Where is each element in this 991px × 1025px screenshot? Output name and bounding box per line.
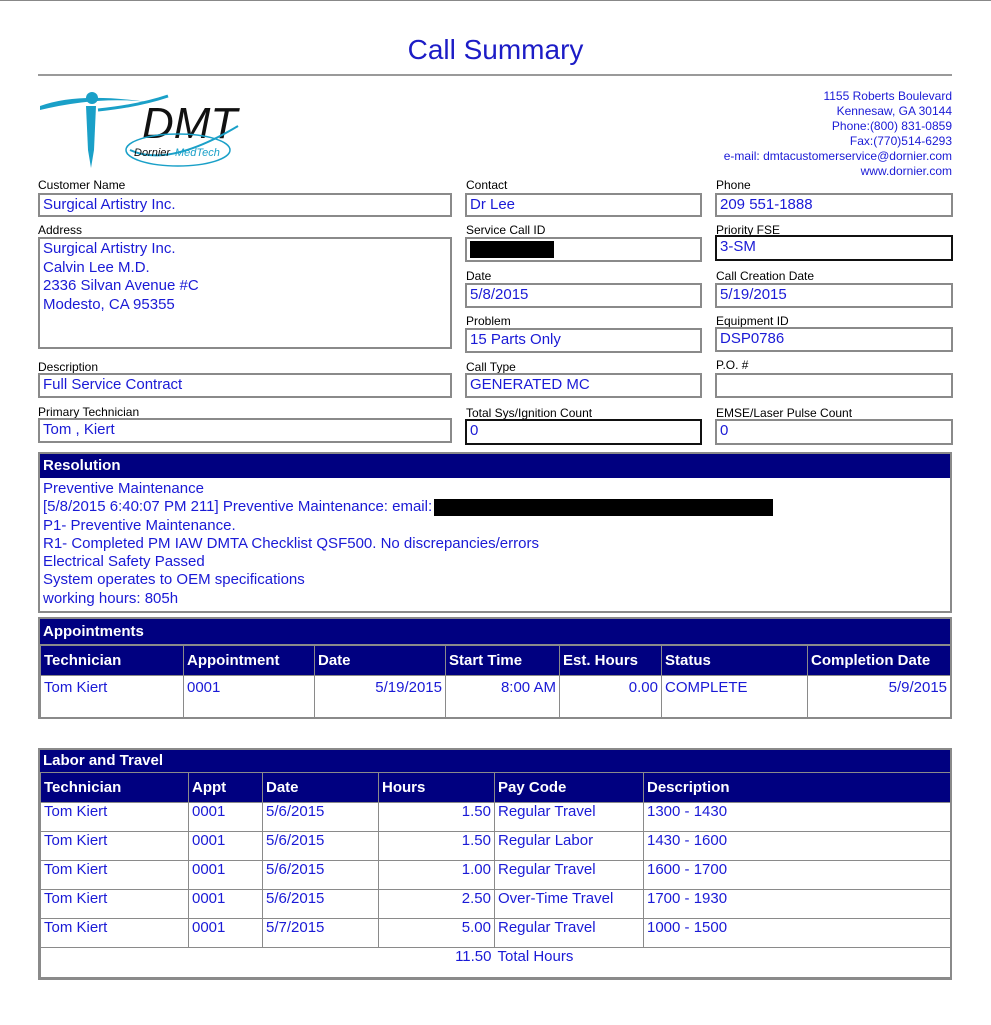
cell-status: COMPLETE <box>662 676 808 719</box>
address-street: 1155 Roberts Boulevard <box>823 89 952 103</box>
labor-table <box>40 772 951 978</box>
resolution-section <box>38 452 952 613</box>
equipment-id-field: DSP0786 <box>715 327 953 352</box>
phone-label: Phone <box>716 178 751 192</box>
customer-address-line: 2336 Silvan Avenue #C <box>43 277 199 294</box>
customer-address-line: Surgical Artistry Inc. <box>43 240 176 257</box>
customer-address-field <box>38 237 452 349</box>
total-hours-row <box>41 948 951 978</box>
contact-label: Contact <box>466 178 508 192</box>
resolution-text <box>40 478 950 610</box>
title-divider <box>38 74 952 76</box>
top-border <box>0 0 991 1</box>
cell-pay-code: Regular Travel <box>495 861 644 890</box>
cell-appt: 0001 <box>189 919 263 948</box>
address-website: www.dornier.com <box>860 164 952 178</box>
address-label: Address <box>38 223 83 237</box>
table-row <box>41 832 951 861</box>
cell-description: 1000 - 1500 <box>644 919 951 948</box>
col-appt: Appt <box>189 773 263 803</box>
customer-name-field: Surgical Artistry Inc. <box>38 193 452 217</box>
cell-pay-code: Regular Travel <box>495 919 644 948</box>
appointments-header-row <box>41 646 951 676</box>
logo-sub-b: MedTech <box>175 147 220 159</box>
col-date: Date <box>315 646 446 676</box>
cell-date: 5/19/2015 <box>315 676 446 719</box>
date-label: Date <box>466 269 492 283</box>
cell-technician: Tom Kiert <box>41 676 184 719</box>
table-row <box>41 676 951 719</box>
cell-hours: 1.00 <box>379 861 495 890</box>
description-field: Full Service Contract <box>38 373 452 398</box>
resolution-line <box>43 498 947 516</box>
description-label: Description <box>38 360 99 374</box>
customer-address-line: Modesto, CA 95355 <box>43 295 175 313</box>
col-est-hours: Est. Hours <box>560 646 662 676</box>
redacted-email <box>434 499 773 516</box>
labor-section <box>38 748 952 980</box>
appointments-section <box>38 617 952 719</box>
resolution-email-text: [5/8/2015 6:40:07 PM 211] Preventive Maintenance: email: <box>43 498 433 516</box>
cell-technician: Tom Kiert <box>41 861 189 890</box>
priority-field: 3-SM <box>715 235 953 261</box>
table-row <box>41 803 951 832</box>
cell-hours: 5.00 <box>379 919 495 948</box>
col-appointment: Appointment <box>184 646 315 676</box>
cell-technician: Tom Kiert <box>41 890 189 919</box>
customer-name-label: Customer Name <box>38 178 126 192</box>
pulse-count-label: EMSE/Laser Pulse Count <box>716 406 853 420</box>
date-field: 5/8/2015 <box>465 283 702 308</box>
table-row <box>41 890 951 919</box>
call-type-label: Call Type <box>466 360 516 374</box>
cell-description: 1300 - 1430 <box>644 803 951 832</box>
cell-technician: Tom Kiert <box>41 803 189 832</box>
priority-label: Priority FSE <box>716 223 781 237</box>
labor-header-row <box>41 773 951 803</box>
address-email: e-mail: dmtacustomerservice@dornier.com <box>723 149 952 163</box>
po-label: P.O. # <box>716 358 749 372</box>
cell-completion-date: 5/9/2015 <box>808 676 951 719</box>
cell-description: 1600 - 1700 <box>644 861 951 890</box>
logo-sub-a: Dornier <box>134 147 171 159</box>
equipment-id-label: Equipment ID <box>716 314 789 328</box>
ignition-count-label: Total Sys/Ignition Count <box>466 406 593 420</box>
problem-label: Problem <box>466 314 511 328</box>
resolution-line: Preventive Maintenance <box>43 480 204 497</box>
cell-appt: 0001 <box>189 803 263 832</box>
phone-field: 209 551-1888 <box>715 193 953 217</box>
col-description: Description <box>644 773 951 803</box>
cell-pay-code: Regular Travel <box>495 803 644 832</box>
cell-technician: Tom Kiert <box>41 832 189 861</box>
call-creation-date-field: 5/19/2015 <box>715 283 953 308</box>
total-hours-value: 11.50 <box>41 948 495 978</box>
cell-appt: 0001 <box>189 861 263 890</box>
ignition-count-field: 0 <box>465 419 702 445</box>
resolution-line: System operates to OEM specifications <box>43 571 305 589</box>
call-type-field: GENERATED MC <box>465 373 702 398</box>
cell-description: 1700 - 1930 <box>644 890 951 919</box>
col-pay-code: Pay Code <box>495 773 644 803</box>
resolution-line: Electrical Safety Passed <box>43 553 205 571</box>
cell-technician: Tom Kiert <box>41 919 189 948</box>
labor-heading: Labor and Travel <box>40 750 950 772</box>
cell-pay-code: Regular Labor <box>495 832 644 861</box>
col-start-time: Start Time <box>446 646 560 676</box>
pulse-count-field: 0 <box>715 419 953 445</box>
resolution-line: working hours: 805h <box>43 589 179 607</box>
company-address <box>724 89 952 179</box>
resolution-line: P1- Preventive Maintenance. <box>43 516 236 534</box>
cell-date: 5/6/2015 <box>263 803 379 832</box>
col-completion-date: Completion Date <box>808 646 951 676</box>
appointments-table <box>40 645 951 719</box>
cell-appt: 0001 <box>189 890 263 919</box>
dmt-logo <box>38 88 253 173</box>
col-technician: Technician <box>41 646 184 676</box>
contact-field: Dr Lee <box>465 193 702 217</box>
address-phone: Phone:(800) 831-0859 <box>831 119 952 133</box>
logo-mark: DMT <box>142 99 238 148</box>
cell-hours: 2.50 <box>379 890 495 919</box>
col-status: Status <box>662 646 808 676</box>
call-creation-date-label: Call Creation Date <box>716 269 815 283</box>
address-city: Kennesaw, GA 30144 <box>836 104 952 118</box>
primary-technician-label: Primary Technician <box>38 405 140 419</box>
cell-est-hours: 0.00 <box>560 676 662 719</box>
cell-pay-code: Over-Time Travel <box>495 890 644 919</box>
page-title: Call Summary <box>407 34 584 65</box>
total-hours-label: Total Hours <box>495 948 951 978</box>
cell-date: 5/6/2015 <box>263 861 379 890</box>
col-date: Date <box>263 773 379 803</box>
appointments-heading: Appointments <box>40 619 950 645</box>
cell-hours: 1.50 <box>379 803 495 832</box>
cell-date: 5/7/2015 <box>263 919 379 948</box>
primary-technician-field: Tom , Kiert <box>38 418 452 443</box>
problem-field: 15 Parts Only <box>465 328 702 353</box>
address-fax: Fax:(770)514-6293 <box>849 134 952 148</box>
service-call-id-field <box>465 237 702 262</box>
table-row <box>41 861 951 890</box>
cell-appt: 0001 <box>189 832 263 861</box>
cell-description: 1430 - 1600 <box>644 832 951 861</box>
redacted-block <box>470 241 554 258</box>
cell-start-time: 8:00 AM <box>446 676 560 719</box>
cell-appointment: 0001 <box>184 676 315 719</box>
po-field <box>715 373 953 398</box>
cell-date: 5/6/2015 <box>263 832 379 861</box>
cell-hours: 1.50 <box>379 832 495 861</box>
customer-address-line: Calvin Lee M.D. <box>43 258 150 276</box>
cell-date: 5/6/2015 <box>263 890 379 919</box>
resolution-heading: Resolution <box>40 454 950 478</box>
table-row <box>41 919 951 948</box>
col-hours: Hours <box>379 773 495 803</box>
resolution-line: R1- Completed PM IAW DMTA Checklist QSF500. No discrepancies/errors <box>43 534 539 552</box>
service-call-id-label: Service Call ID <box>466 223 546 237</box>
col-technician: Technician <box>41 773 189 803</box>
